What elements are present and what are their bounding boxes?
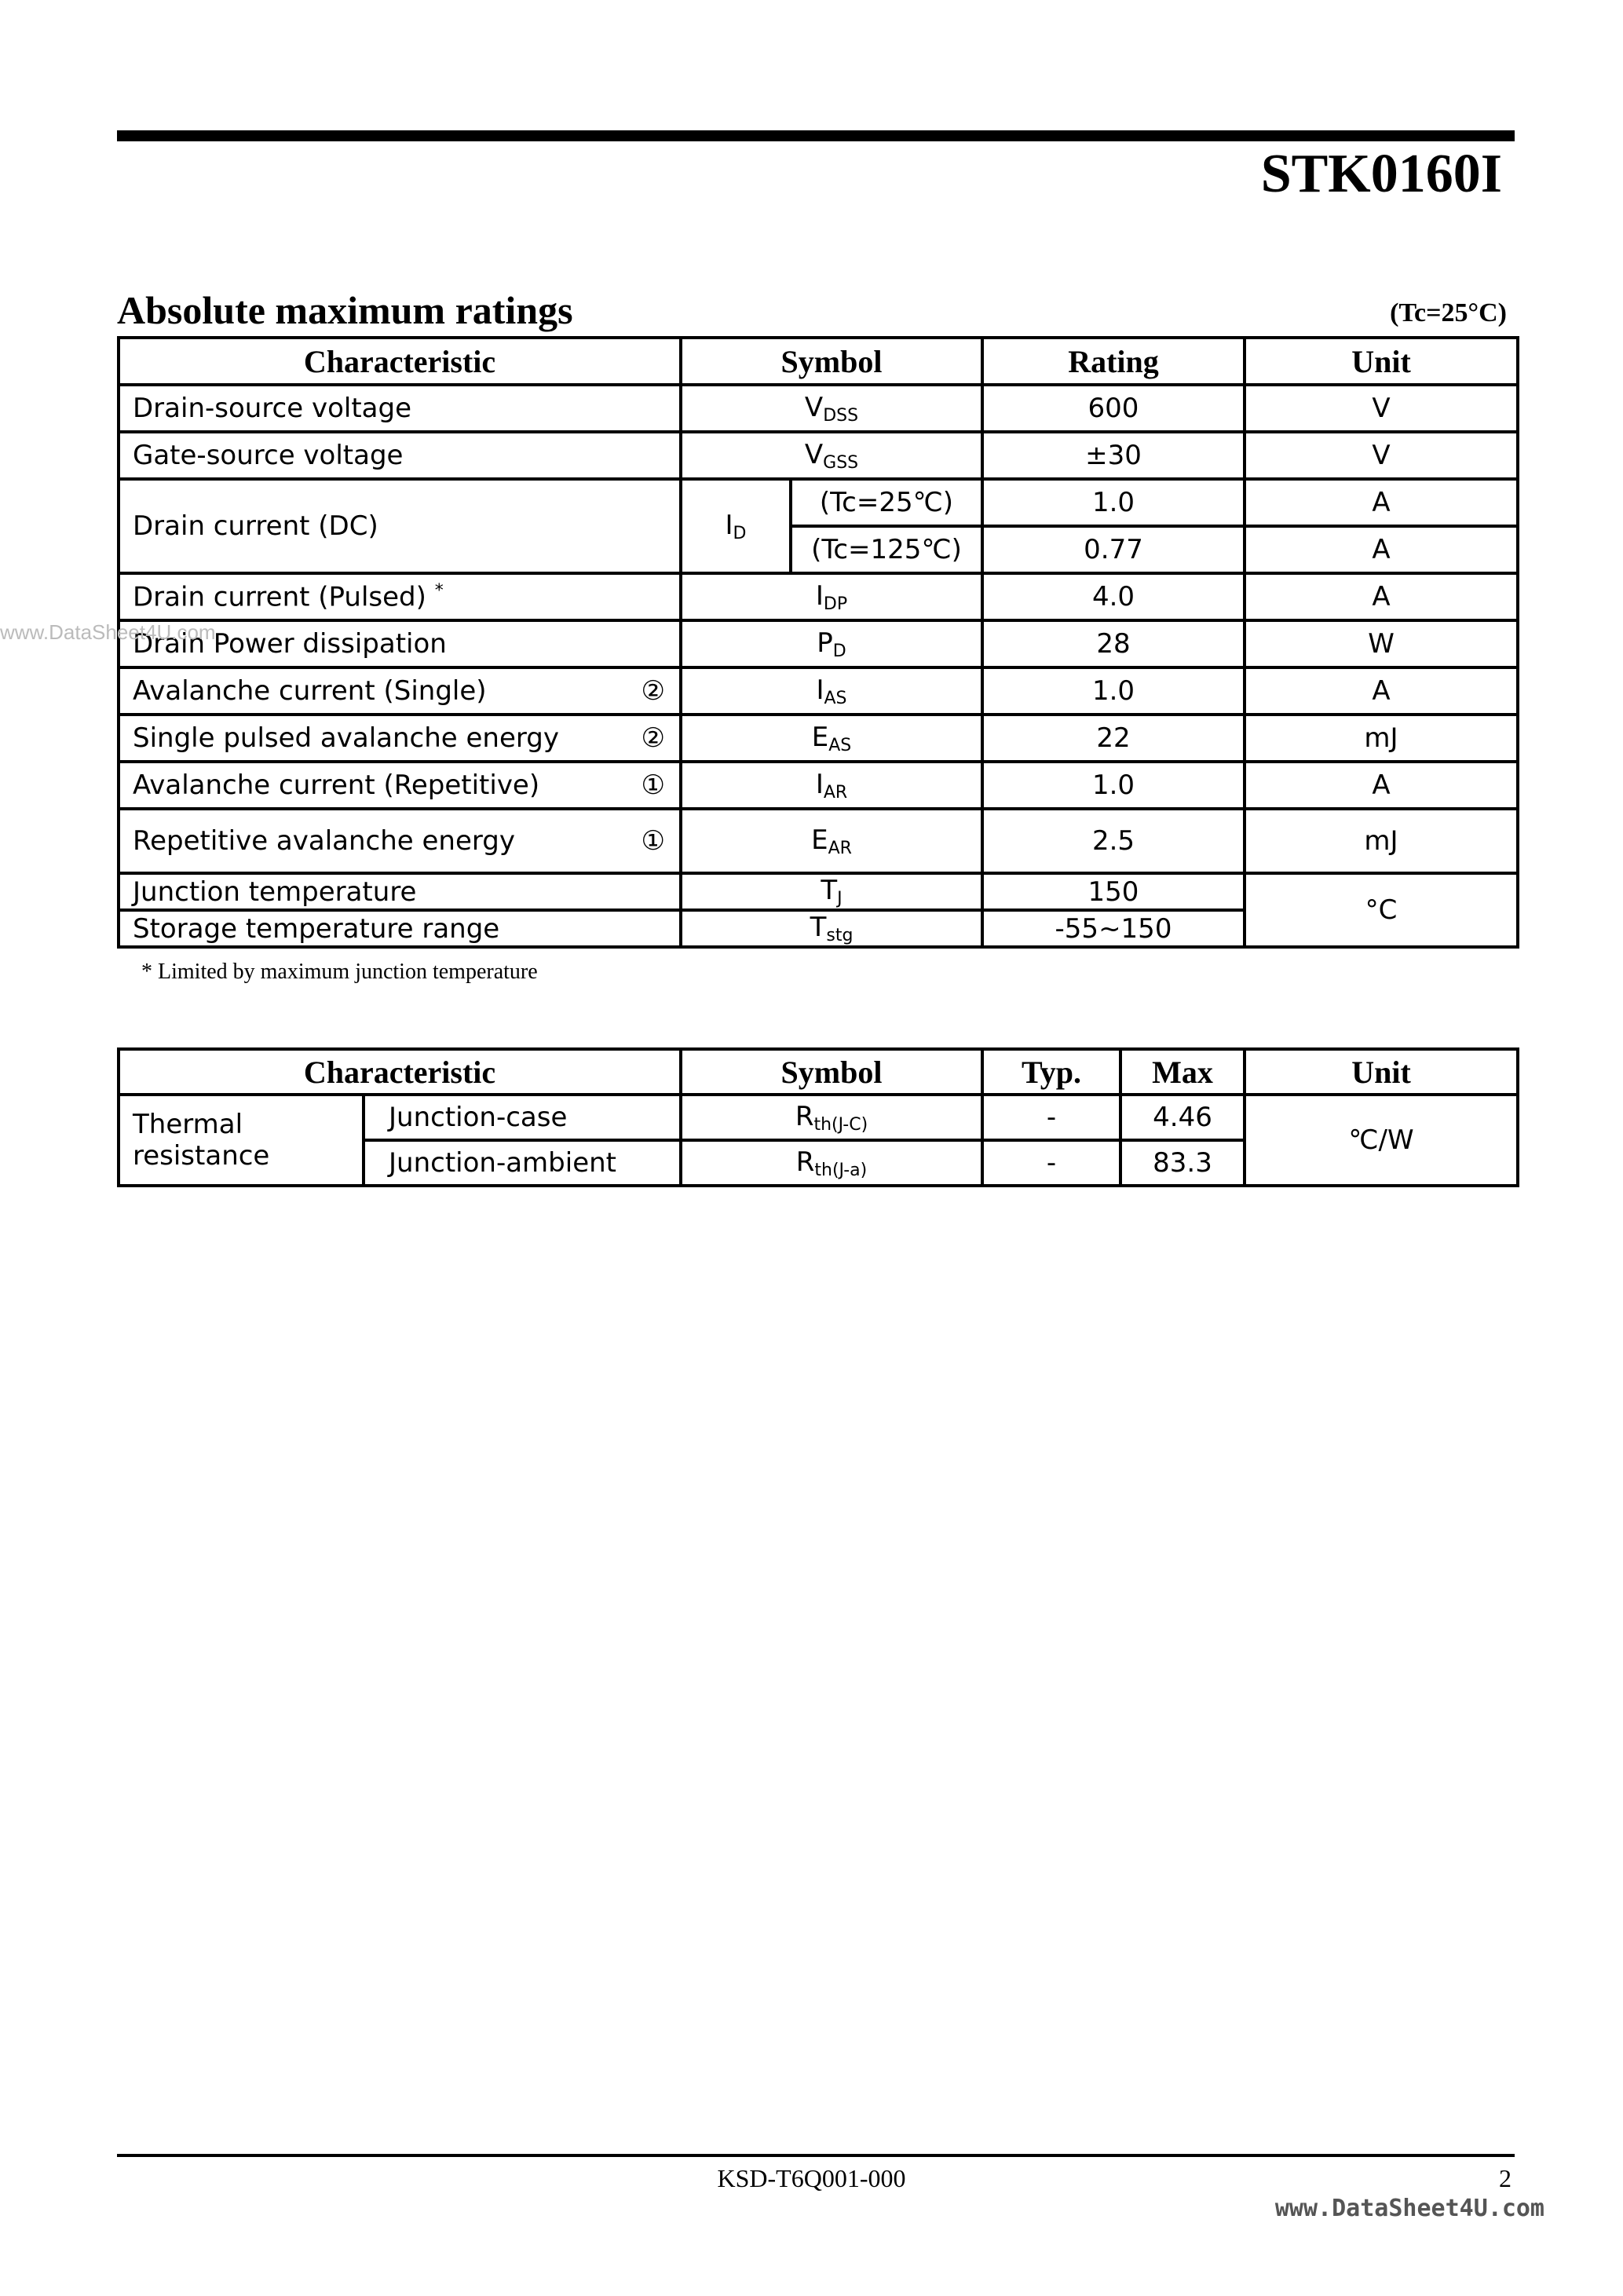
characteristic-cell: Drain Power dissipation: [119, 620, 681, 667]
characteristic-cell: Gate-source voltage: [119, 432, 681, 479]
header-max: Max: [1120, 1049, 1245, 1095]
unit-cell: W: [1245, 620, 1518, 667]
header-rating: Rating: [982, 338, 1245, 385]
rating-cell: 28: [982, 620, 1245, 667]
unit-cell: A: [1245, 526, 1518, 573]
rating-cell: 1.0: [982, 762, 1245, 809]
characteristic-cell: Single pulsed avalanche energy ②: [119, 715, 681, 762]
bottom-rule: [117, 2154, 1515, 2157]
header-unit: Unit: [1245, 1049, 1518, 1095]
table-row: [119, 873, 1518, 910]
footnote: * Limited by maximum junction temperature: [141, 960, 538, 984]
table-header-row: [119, 338, 1518, 385]
characteristic-cell: Junction temperature: [119, 873, 681, 910]
unit-cell: ℃/W: [1245, 1095, 1518, 1186]
header-characteristic: Characteristic: [119, 1049, 681, 1095]
header-unit: Unit: [1245, 338, 1518, 385]
group-label: Thermal resistance: [119, 1095, 364, 1186]
page-number: 2: [1499, 2164, 1512, 2192]
symbol-cell: $V_{GSS}$: [681, 432, 982, 479]
note-marker: ②: [641, 722, 665, 754]
rating-cell: 1.0: [982, 667, 1245, 715]
rating-cell: ±30: [982, 432, 1245, 479]
watermark-faint: www.DataSheet4U.com: [0, 620, 216, 644]
rating-cell: 600: [982, 385, 1245, 432]
symbol-cell: $I_{DP}$: [681, 573, 982, 620]
watermark-link[interactable]: www.DataSheet4U.com: [1274, 2195, 1544, 2222]
note-marker: ①: [641, 770, 665, 801]
max-cell: 83.3: [1120, 1140, 1245, 1186]
symbol-cell: $I_{AR}$: [681, 762, 982, 809]
table-row: [119, 1095, 1518, 1140]
table-header-row: [119, 1049, 1518, 1095]
footnote-marker: *: [434, 580, 444, 601]
header-symbol: Symbol: [681, 338, 982, 385]
table-row: [119, 385, 1518, 432]
unit-cell: V: [1245, 385, 1518, 432]
table-row: [119, 573, 1518, 620]
header-symbol: Symbol: [681, 1049, 982, 1095]
symbol-cell: $R_{th(J-C)}$: [681, 1095, 982, 1140]
characteristic-cell: Avalanche current (Single) ②: [119, 667, 681, 715]
characteristic-cell: Storage temperature range: [119, 910, 681, 947]
characteristic-cell: Drain current (DC): [119, 479, 681, 573]
unit-cell: mJ: [1245, 809, 1518, 873]
symbol-cell: $E_{AS}$: [681, 715, 982, 762]
unit-cell: °C: [1245, 873, 1518, 947]
note-marker: ①: [641, 825, 665, 857]
table-row: [119, 479, 1518, 526]
characteristic-cell: Drain current (Pulsed) *: [119, 573, 681, 620]
absolute-max-ratings-table: [117, 336, 1519, 949]
characteristic-cell: Junction-ambient: [364, 1140, 681, 1186]
table-row: [119, 432, 1518, 479]
symbol-cell: $P_D$: [681, 620, 982, 667]
max-cell: 4.46: [1120, 1095, 1245, 1140]
rating-cell: 4.0: [982, 573, 1245, 620]
unit-cell: V: [1245, 432, 1518, 479]
thermal-resistance-table: [117, 1047, 1519, 1187]
condition-label: (Tc=25°C): [1390, 298, 1507, 327]
rating-cell: 0.77: [982, 526, 1245, 573]
characteristic-cell: Avalanche current (Repetitive) ①: [119, 762, 681, 809]
section-title: Absolute maximum ratings: [117, 288, 573, 332]
symbol-cell: $V_{DSS}$: [681, 385, 982, 432]
characteristic-cell: Drain-source voltage: [119, 385, 681, 432]
table-row: [119, 715, 1518, 762]
header-characteristic: Characteristic: [119, 338, 681, 385]
condition-cell: (Tc=125℃): [791, 526, 982, 573]
unit-cell: mJ: [1245, 715, 1518, 762]
unit-cell: A: [1245, 667, 1518, 715]
symbol-cell: $T_J$: [681, 873, 982, 910]
top-rule: [117, 130, 1515, 141]
characteristic-cell: Repetitive avalanche energy ①: [119, 809, 681, 873]
rating-cell: 2.5: [982, 809, 1245, 873]
table-row: [119, 667, 1518, 715]
header-typ: Typ.: [982, 1049, 1120, 1095]
rating-cell: 1.0: [982, 479, 1245, 526]
characteristic-cell: Junction-case: [364, 1095, 681, 1140]
typ-cell: -: [982, 1140, 1120, 1186]
symbol-cell: $E_{AR}$: [681, 809, 982, 873]
rating-cell: 150: [982, 873, 1245, 910]
symbol-cell: $I_{AS}$: [681, 667, 982, 715]
part-number: STK0160I: [1260, 144, 1502, 204]
unit-cell: A: [1245, 479, 1518, 526]
typ-cell: -: [982, 1095, 1120, 1140]
symbol-cell: $I_D$: [681, 479, 791, 573]
rating-cell: -55~150: [982, 910, 1245, 947]
symbol-cell: $T_{stg}$: [681, 910, 982, 947]
note-marker: ②: [641, 675, 665, 707]
rating-cell: 22: [982, 715, 1245, 762]
unit-cell: A: [1245, 573, 1518, 620]
document-code: KSD-T6Q001-000: [717, 2164, 906, 2192]
symbol-cell: $R_{th(J-a)}$: [681, 1140, 982, 1186]
table-row: [119, 809, 1518, 873]
condition-cell: (Tc=25℃): [791, 479, 982, 526]
table-row: [119, 620, 1518, 667]
table-row: [119, 762, 1518, 809]
unit-cell: A: [1245, 762, 1518, 809]
